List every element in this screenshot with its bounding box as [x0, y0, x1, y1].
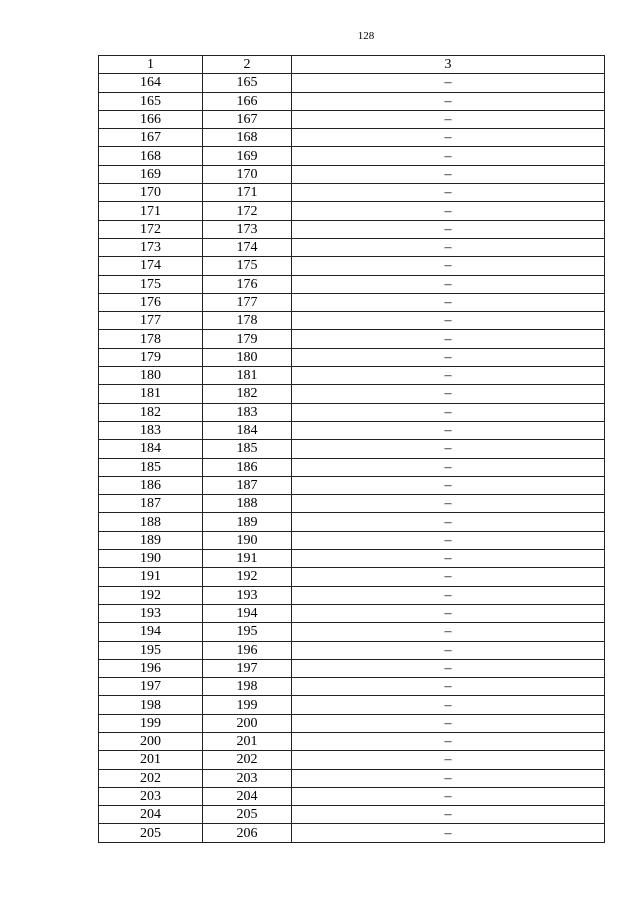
table-cell-col-2: 180: [203, 348, 292, 366]
table-cell-col-1: 192: [99, 586, 203, 604]
table-cell-col-1: 201: [99, 751, 203, 769]
table-row: [99, 202, 605, 220]
table-cell-col-2: 183: [203, 403, 292, 421]
table-cell-col-3: –: [292, 367, 605, 385]
table-cell-col-2: 181: [203, 367, 292, 385]
table-cell-col-1: 199: [99, 714, 203, 732]
table-row: [99, 458, 605, 476]
table-row: [99, 238, 605, 256]
table-cell-col-2: 169: [203, 147, 292, 165]
table-cell-col-1: 171: [99, 202, 203, 220]
table-cell-col-1: 166: [99, 110, 203, 128]
table-cell-col-3: –: [292, 348, 605, 366]
table-cell-col-1: 203: [99, 787, 203, 805]
table-cell-col-3: –: [292, 147, 605, 165]
table-row: [99, 659, 605, 677]
table-cell-col-3: –: [292, 659, 605, 677]
table-cell-col-3: –: [292, 110, 605, 128]
table-row: [99, 495, 605, 513]
table-cell-col-1: 196: [99, 659, 203, 677]
table-cell-col-1: 177: [99, 312, 203, 330]
table-cell-col-3: –: [292, 787, 605, 805]
table-cell-col-1: 205: [99, 824, 203, 842]
table-cell-col-3: –: [292, 714, 605, 732]
table-cell-col-2: 197: [203, 659, 292, 677]
table-cell-col-3: –: [292, 165, 605, 183]
table-cell-col-3: –: [292, 385, 605, 403]
table-cell-col-2: 202: [203, 751, 292, 769]
table-row: [99, 440, 605, 458]
table-cell-col-2: 182: [203, 385, 292, 403]
table-cell-col-1: 190: [99, 550, 203, 568]
table-cell-col-1: 189: [99, 531, 203, 549]
table-cell-col-3: –: [292, 458, 605, 476]
table-cell-col-2: 203: [203, 769, 292, 787]
table-cell-col-1: 170: [99, 184, 203, 202]
table-cell-col-3: –: [292, 330, 605, 348]
table-cell-col-1: 178: [99, 330, 203, 348]
table-cell-col-2: 190: [203, 531, 292, 549]
table-cell-col-3: –: [292, 586, 605, 604]
table-cell-col-3: –: [292, 74, 605, 92]
table-row: [99, 257, 605, 275]
table-cell-col-2: 195: [203, 623, 292, 641]
table-row: [99, 421, 605, 439]
table-cell-col-2: 168: [203, 129, 292, 147]
table-cell-col-3: –: [292, 476, 605, 494]
table-row: [99, 824, 605, 842]
table-cell-col-3: –: [292, 732, 605, 750]
table-cell-col-2: 179: [203, 330, 292, 348]
table-row: [99, 330, 605, 348]
table-cell-col-3: –: [292, 769, 605, 787]
page-number: 128: [357, 30, 375, 42]
table-cell-col-1: 197: [99, 678, 203, 696]
table-cell-col-1: 168: [99, 147, 203, 165]
table-row: [99, 147, 605, 165]
table-cell-col-3: –: [292, 238, 605, 256]
table-row: [99, 92, 605, 110]
table-cell-col-1: 191: [99, 568, 203, 586]
table-header-row: [99, 56, 605, 74]
table-cell-col-2: 189: [203, 513, 292, 531]
table-cell-col-2: 178: [203, 312, 292, 330]
table-cell-col-1: 164: [99, 74, 203, 92]
table-row: [99, 550, 605, 568]
table-cell-col-1: 176: [99, 293, 203, 311]
table-row: [99, 586, 605, 604]
table-cell-col-2: 170: [203, 165, 292, 183]
table-cell-col-3: –: [292, 550, 605, 568]
table-cell-col-2: 204: [203, 787, 292, 805]
table-cell-col-1: 200: [99, 732, 203, 750]
table-cell-col-3: –: [292, 129, 605, 147]
table-cell-col-3: –: [292, 623, 605, 641]
table-row: [99, 312, 605, 330]
table-cell-col-3: –: [292, 568, 605, 586]
table-cell-col-3: –: [292, 806, 605, 824]
table-cell-col-2: 173: [203, 220, 292, 238]
table-row: [99, 293, 605, 311]
table-cell-col-2: 166: [203, 92, 292, 110]
table-cell-col-2: 193: [203, 586, 292, 604]
table-body: [99, 74, 605, 842]
column-header-3: 3: [292, 56, 605, 74]
table-cell-col-1: 186: [99, 476, 203, 494]
table-cell-col-2: 165: [203, 74, 292, 92]
table-cell-col-2: 184: [203, 421, 292, 439]
table-cell-col-3: –: [292, 751, 605, 769]
table-cell-col-1: 204: [99, 806, 203, 824]
table-cell-col-2: 176: [203, 275, 292, 293]
table-cell-col-3: –: [292, 604, 605, 622]
table-cell-col-1: 194: [99, 623, 203, 641]
table-cell-col-1: 180: [99, 367, 203, 385]
table-cell-col-2: 175: [203, 257, 292, 275]
table-row: [99, 220, 605, 238]
table-row: [99, 476, 605, 494]
table-cell-col-3: –: [292, 312, 605, 330]
table-cell-col-1: 184: [99, 440, 203, 458]
table-row: [99, 696, 605, 714]
table-row: [99, 787, 605, 805]
table-cell-col-2: 196: [203, 641, 292, 659]
table-cell-col-3: –: [292, 257, 605, 275]
table-cell-col-2: 167: [203, 110, 292, 128]
table-row: [99, 806, 605, 824]
table-row: [99, 513, 605, 531]
table-cell-col-3: –: [292, 440, 605, 458]
table-cell-col-1: 175: [99, 275, 203, 293]
table-row: [99, 403, 605, 421]
table-row: [99, 385, 605, 403]
table-cell-col-3: –: [292, 92, 605, 110]
table-cell-col-2: 194: [203, 604, 292, 622]
table-cell-col-3: –: [292, 696, 605, 714]
table-cell-col-3: –: [292, 202, 605, 220]
table-cell-col-2: 174: [203, 238, 292, 256]
table-row: [99, 623, 605, 641]
table-cell-col-1: 187: [99, 495, 203, 513]
table-row: [99, 275, 605, 293]
table-cell-col-2: 172: [203, 202, 292, 220]
table-cell-col-1: 202: [99, 769, 203, 787]
table-cell-col-1: 173: [99, 238, 203, 256]
table-row: [99, 641, 605, 659]
table-cell-col-2: 191: [203, 550, 292, 568]
table-cell-col-3: –: [292, 220, 605, 238]
table-cell-col-3: –: [292, 678, 605, 696]
table-cell-col-3: –: [292, 293, 605, 311]
table-cell-col-2: 177: [203, 293, 292, 311]
table-row: [99, 732, 605, 750]
table-cell-col-2: 201: [203, 732, 292, 750]
table-row: [99, 714, 605, 732]
table-cell-col-1: 165: [99, 92, 203, 110]
table-cell-col-3: –: [292, 641, 605, 659]
table-cell-col-2: 199: [203, 696, 292, 714]
table-cell-col-2: 200: [203, 714, 292, 732]
table-row: [99, 110, 605, 128]
table-cell-col-3: –: [292, 824, 605, 842]
table-cell-col-2: 205: [203, 806, 292, 824]
table-row: [99, 129, 605, 147]
column-header-2: 2: [203, 56, 292, 74]
table-cell-col-2: 188: [203, 495, 292, 513]
table-cell-col-1: 179: [99, 348, 203, 366]
table-row: [99, 751, 605, 769]
table-cell-col-1: 167: [99, 129, 203, 147]
table-cell-col-1: 169: [99, 165, 203, 183]
table-cell-col-1: 181: [99, 385, 203, 403]
table-cell-col-1: 195: [99, 641, 203, 659]
table-cell-col-1: 183: [99, 421, 203, 439]
table-cell-col-1: 198: [99, 696, 203, 714]
table-cell-col-3: –: [292, 421, 605, 439]
table-cell-col-2: 192: [203, 568, 292, 586]
table-cell-col-3: –: [292, 184, 605, 202]
table-row: [99, 348, 605, 366]
table-cell-col-2: 171: [203, 184, 292, 202]
table-row: [99, 531, 605, 549]
table-cell-col-2: 185: [203, 440, 292, 458]
table-cell-col-1: 188: [99, 513, 203, 531]
table-cell-col-3: –: [292, 531, 605, 549]
column-header-1: 1: [99, 56, 203, 74]
table-cell-col-2: 206: [203, 824, 292, 842]
table-cell-col-1: 174: [99, 257, 203, 275]
table-cell-col-2: 198: [203, 678, 292, 696]
table-cell-col-2: 187: [203, 476, 292, 494]
table-row: [99, 678, 605, 696]
table-row: [99, 769, 605, 787]
table-cell-col-2: 186: [203, 458, 292, 476]
data-table: [98, 55, 605, 843]
table-cell-col-3: –: [292, 275, 605, 293]
table-row: [99, 568, 605, 586]
table-row: [99, 367, 605, 385]
table-row: [99, 165, 605, 183]
table-cell-col-1: 182: [99, 403, 203, 421]
table-cell-col-1: 193: [99, 604, 203, 622]
table-row: [99, 184, 605, 202]
table-cell-col-3: –: [292, 513, 605, 531]
table-cell-col-3: –: [292, 403, 605, 421]
table-cell-col-1: 185: [99, 458, 203, 476]
table-cell-col-1: 172: [99, 220, 203, 238]
table-row: [99, 604, 605, 622]
table-row: [99, 74, 605, 92]
table-cell-col-3: –: [292, 495, 605, 513]
